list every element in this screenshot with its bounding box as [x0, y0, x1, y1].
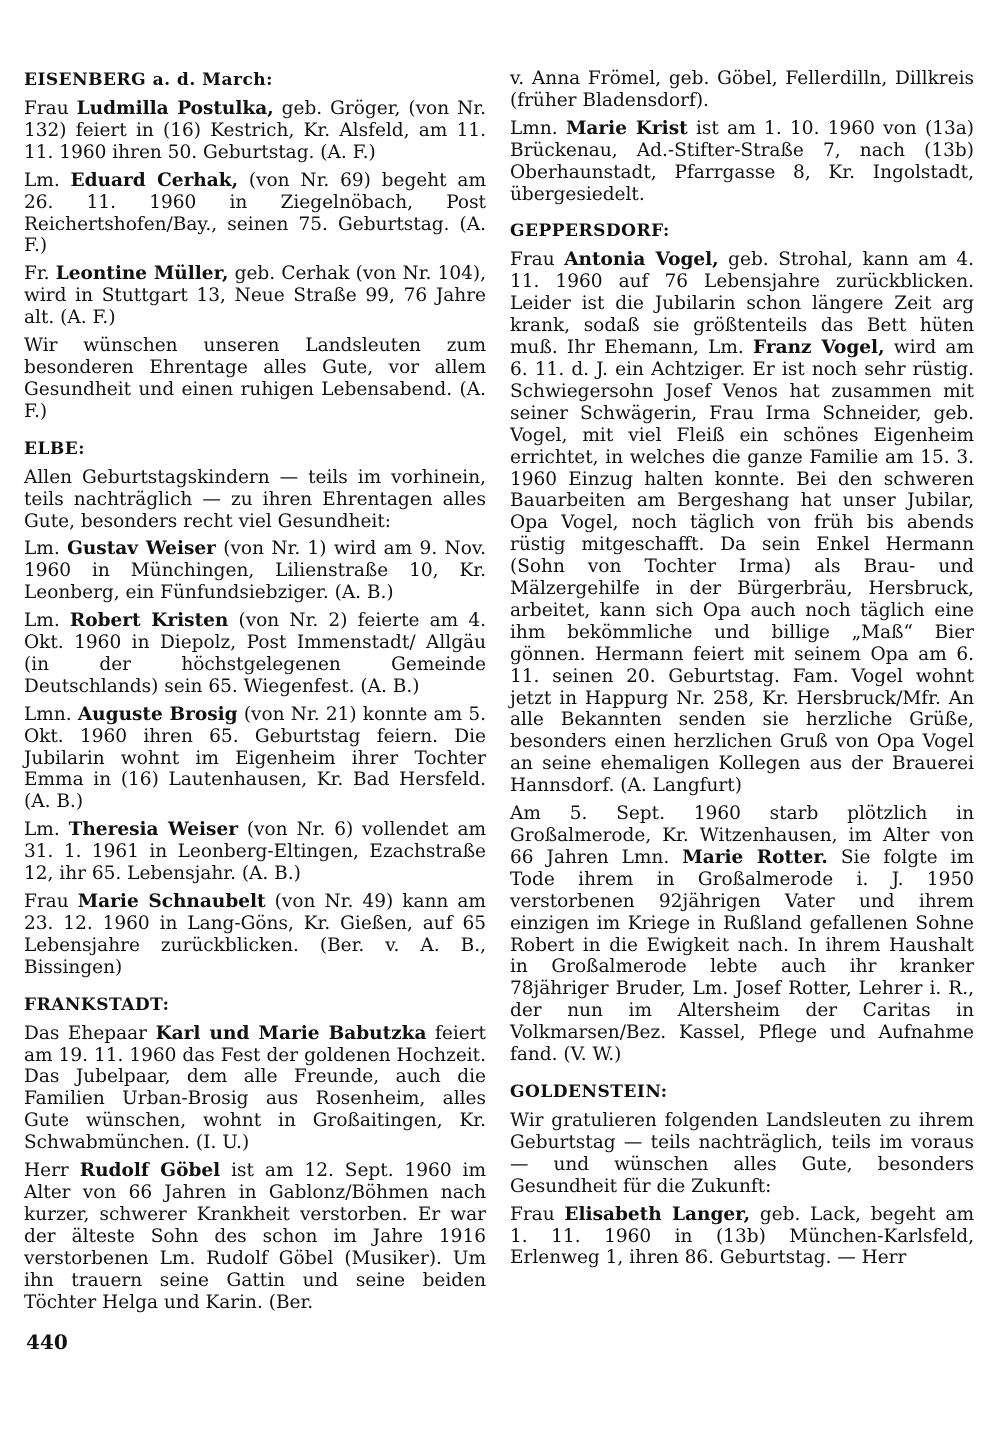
right-column [510, 68, 974, 1275]
left-column [24, 68, 486, 1319]
paragraph: Wir wünschen unseren Landsleuten zum besonderen Ehrentage alles Gute, vor allem Gesundheit und einen ruhigen Lebensabend. (A. F.) [24, 335, 486, 422]
paragraph: Lmn. Marie Krist ist am 1. 10. 1960 von (13a) Brückenau, Ad.-Stifter-Straße 7, nach (13b) Oberhaunstadt, Pfarrgasse 8, Kr. Ingolstadt, übergesiedelt. [510, 117, 975, 205]
paragraph: Frau Marie Schnaubelt (von Nr. 49) kann am 23. 12. 1960 in Lang-Göns, Kr. Gießen, auf 65 Lebensjahre zurückblicken. (Ber. v. A. B., Bissingen) [24, 891, 486, 978]
paragraph: Am 5. Sept. 1960 starb plötzlich in Großalmerode, Kr. Witzenhausen, im Alter von 66 Jahren Lmn. Marie Rotter. Sie folgte im Tode ihrem in Großalmerode i. J. 1950 verstorbenen 92jährigen Vater und ihrem einzigen im Kriege in Rußland gefallenen Sohne Robert in die Ewigkeit nach. In ihrem Haushalt in Großalmerode lebte auch ihr kranker 78jähriger Bruder, Lm. Josef Rotter, Lehrer i. R., der nun im Altersheim der Caritas in Volkmarsen/Bez. Kassel, Pflege und Aufnahme fand. (V. W.) [510, 803, 974, 1066]
paragraph: Lmn. Auguste Brosig (von Nr. 21) konnte am 5. Okt. 1960 ihren 65. Geburtstag feiern. Die Jubilarin wohnt im Eigenheim ihrer Tochter Emma in (16) Lautenhausen, Kr. Bad Hersfeld. (A. B.) [24, 703, 486, 813]
section-heading-elbe: ELBE: [24, 438, 86, 459]
paragraph: Allen Geburtstagskindern — teils im vorhinein, teils nachträglich — zu ihren Ehrentagen alles Gute, besonders recht viel Gesundheit: [24, 466, 486, 532]
paragraph: Das Ehepaar Karl und Marie Babutzka feiert am 19. 11. 1960 das Fest der goldenen Hochzeit. Das Jubelpaar, dem alle Freunde, auch die Familien Urban-Brosig aus Rosenheim, alles Gute wünschen, wohnt in Großaitingen, Kr. Schwabmünchen. (I. U.) [24, 1022, 486, 1154]
paragraph: Frau Ludmilla Postulka, geb. Gröger, (von Nr. 132) feiert in (16) Kestrich, Kr. Alsfeld, am 11. 11. 1960 ihren 50. Geburtstag. (A. F.) [24, 98, 486, 163]
section-heading-eisenberg: EISENBERG a. d. March: [24, 70, 273, 90]
section-heading-goldenstein: GOLDENSTEIN: [510, 1081, 668, 1102]
paragraph: Frau Antonia Vogel, geb. Strohal, kann am 4. 11. 1960 auf 76 Lebensjahre zurückblicken. Leider ist die Jubilarin schon längere Zeit arg krank, sodaß sie größtenteils das Bett hüten muß. Ihr Ehemann, Lm. Franz Vogel, wird am 6. 11. d. J. ein Achtziger. Er ist noch sehr rüstig. Schwiegersohn Josef Venos hat zusammen mit seiner Schwägerin, Frau Irma Schneider, geb. Vogel, mit viel Fleiß ein schönes Eigenheim errichtet, in welches die ganze Familie am 15. 3. 1960 Einzug halten konnte. Bei den schweren Bauarbeiten am Bergeshang hat unser Jubilar, Opa Vogel, noch täglich von früh bis abends rüstig mitgeschafft. Da sein Enkel Hermann (Sohn von Tochter Irma) als Brau- und Mälzergehilfe in der Bürgerbräu, Hersbruck, arbeitet, kann sich Opa auch noch täglich eine ihm bekömmliche und billige „Maß“ Bier gönnen. Hermann feiert mit seinem Opa am 6. 11. seinen 20. Geburtstag. Fam. Vogel wohnt jetzt in Happurg Nr. 258, Kr. Hersbruck/Mfr. An alle Bekannten senden sie herzliche Grüße, besonders einen herzlichen Gruß von Opa Vogel an seine ehemaligen Kollegen aus der Brauerei Hannsdorf. (A. Langfurt) [510, 249, 975, 797]
paragraph: v. Anna Frömel, geb. Göbel, Fellerdilln, Dillkreis (früher Bladensdorf). [510, 68, 974, 111]
section-heading-frankstadt: FRANKSTADT: [24, 994, 170, 1015]
paragraph: Fr. Leontine Müller, geb. Cerhak (von Nr. 104), wird in Stuttgart 13, Neue Straße 99, 76 Jahre alt. (A. F.) [24, 263, 486, 329]
paragraph: Lm. Robert Kristen (von Nr. 2) feierte am 4. Okt. 1960 in Diepolz, Post Immenstadt/ Allgäu (in der höchstgelegenen Gemeinde Deutschlands) sein 65. Wiegenfest. (A. B.) [24, 610, 486, 697]
paragraph: Lm. Eduard Cerhak, (von Nr. 69) begeht am 26. 11. 1960 in Ziegelnöbach, Post Reichertshofen/Bay., seinen 75. Geburtstag. (A. F.) [24, 169, 486, 257]
paragraph: Frau Elisabeth Langer, geb. Lack, begeht am 1. 11. 1960 in (13b) München-Karlsfeld, Erlenweg 1, ihren 86. Geburtstag. — Herr [510, 1203, 974, 1269]
paragraph: Wir gratulieren folgenden Landsleuten zu ihrem Geburtstag — teils nachträglich, teils im voraus — und wünschen alles Gute, besonders Gesundheit für die Zukunft: [510, 1109, 974, 1197]
paragraph: Herr Rudolf Göbel ist am 12. Sept. 1960 im Alter von 66 Jahren in Gablonz/Böhmen nach kurzer, schwerer Krankheit verstorben. Er war der älteste Sohn des schon im Jahre 1916 verstorbenen Lm. Rudolf Göbel (Musiker). Um ihn trauern seine Gattin und seine beiden Töchter Helga und Karin. (Ber. [24, 1160, 486, 1313]
section-heading-geppersdorf: GEPPERSDORF: [510, 221, 670, 242]
paragraph: Lm. Gustav Weiser (von Nr. 1) wird am 9. Nov. 1960 in Münchingen, Lilienstraße 10, Kr. Leonberg, ein Fünfundsiebziger. (A. B.) [24, 538, 487, 604]
paragraph: Lm. Theresia Weiser (von Nr. 6) vollendet am 31. 1. 1961 in Leonberg-Eltingen, Ezachstraße 12, ihr 65. Lebensjahr. (A. B.) [24, 819, 487, 885]
page-number: 440 [26, 1330, 68, 1354]
